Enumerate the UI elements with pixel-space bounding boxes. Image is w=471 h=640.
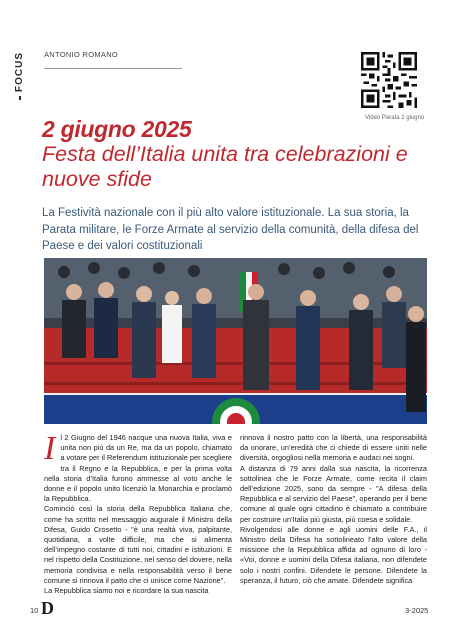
article-body-left-column — [44, 430, 232, 596]
paragraph: Cominciò così la storia della Repubblica Italiana che, come ha scritto nel messaggio augurale il Ministro della Difesa, Guido Crosetto - "è una realtà viva, palpitante, quotidiana, a volte difficile, ma che si alimenta dell’impegno costante di tutti noi, cittadini e istituzioni. E nel rispetto della Costituzione, nel senso del dovere, nella memoria condivisa e nella responsabilità verso il bene comune si rinnova il patto che ci unisce come Nazione". — [44, 504, 232, 585]
issue-number: 3-2025 — [405, 606, 429, 615]
qr-caption: Video Parata 2 giugno — [365, 115, 425, 121]
paragraph: Rivolgendosi alle donne e agli uomini delle F.A., il Ministro della Difesa ha sottolineato l’alto valore della missione che la Repubblica affida ad ognuno di loro - «Voi, donne e uomini della Difesa italiana, non difendete solo i nostri confini. Difendete le persone. Difendete la speranza, il futuro, ciò che amate. Difendete significa — [240, 524, 427, 585]
author-divider — [44, 68, 182, 69]
qr-code[interactable] — [361, 52, 417, 108]
section-divider — [19, 96, 21, 100]
section-label: FOCUS — [14, 52, 25, 92]
article-title: 2 giugno 2025 — [42, 116, 192, 142]
paragraph: A distanza di 79 anni dalla sua nascita, la ricorrenza sottolinea che le Forze Armate, come recita il claim dell’edizione 2025, sono da sempre - "A difesa della Repubblica e al servizio del Paese", operando per il bene comune al quale ogni cittadino è chiamato a contribuire per costruire un’Italia più giusta, più coesa e solidale. — [240, 463, 427, 524]
page-number: 10 — [30, 606, 39, 615]
paragraph: La Repubblica siamo noi e ricordare la sua nascita — [44, 586, 209, 596]
magazine-logo: D — [41, 598, 54, 618]
article-subtitle: La Festività nazionale con il più alto valore istituzionale. La sua storia, la Parata militare, le Forze Armate al servizio della comunità, della difesa del Paese e dei valori costituzionali — [42, 207, 419, 252]
paragraph: rinnova il nostro patto con la libertà, una responsabilità da onorare, un’eredità che ci chiede di essere uniti nelle diversità, orgogliosi nella memoria e audaci nei sogni. — [240, 433, 427, 463]
author-name: ANTONIO ROMANO — [44, 50, 119, 59]
drop-cap: I — [44, 430, 56, 467]
paragraph: l 2 Giugno del 1946 nacque una nuova Italia, viva e unita non più da un Re, ma da un popolo, chiamato a votare per il Referendum istituzionale per scegliere tra il Regno e la Repubblica, e per la prima volta nella storia d’Italia furono ammesse al voto anche le donne e il popolo unito licenziò la Monarchia e proclamò la Repubblica. — [44, 433, 232, 504]
article-body-right-column — [240, 433, 427, 586]
ceremony-photo — [44, 258, 427, 424]
article-title-subline: Festa dell’Italia unita tra celebrazioni e nuove sfide — [42, 142, 408, 191]
